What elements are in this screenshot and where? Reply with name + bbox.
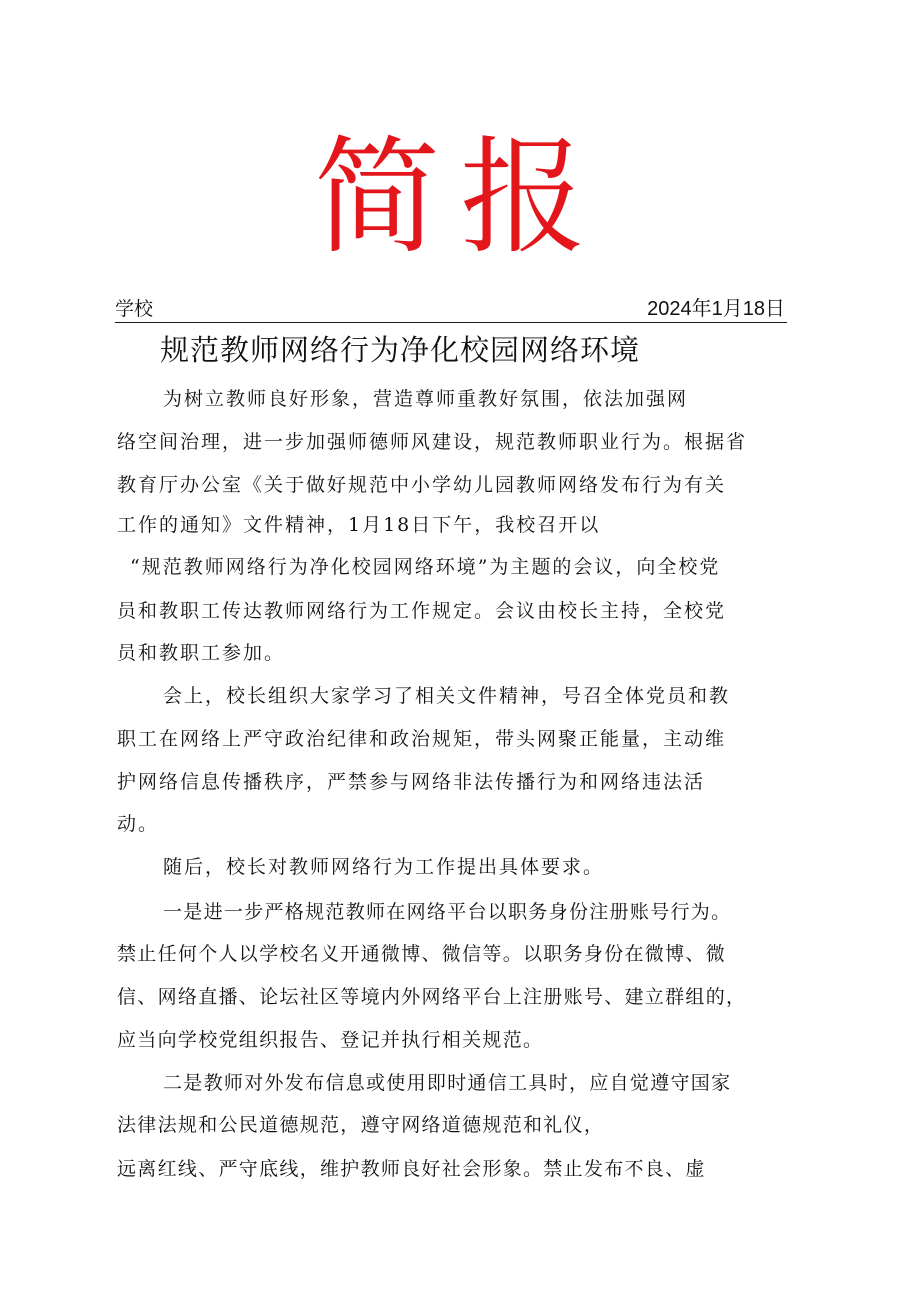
masthead-title: 简报 <box>314 124 606 271</box>
paragraph-line: 络空间治理，进一步加强师德师风建设，规范教师职业行为。根据省 <box>117 431 748 453</box>
paragraph-line: 员和教职工传达教师网络行为工作规定。会议由校长主持，全校党 <box>117 600 727 622</box>
paragraph-line: 应当向学校党组织报告、登记并执行相关规范。 <box>117 1029 544 1051</box>
paragraph-line: 远离红线、严守底线，维护教师良好社会形象。禁止发布不良、虚 <box>117 1158 706 1180</box>
paragraph-line: 为树立教师良好形象，营造尊师重教好氛围，依法加强网 <box>163 388 689 410</box>
article-title: 规范教师网络行为净化校园网络环境 <box>160 333 641 367</box>
paragraph-line: 动。 <box>117 813 160 835</box>
school-name: 学校 <box>115 298 154 320</box>
paragraph-line: 信、网络直播、论坛社区等境内外网络平台上注册账号、建立群组的， <box>117 986 747 1008</box>
paragraph-line: 一是进一步严格规范教师在网络平台以职务身份注册账号行为。 <box>163 901 732 923</box>
paragraph-line: 会上，校长组织大家学习了相关文件精神，号召全体党员和教 <box>163 685 731 707</box>
paragraph-line: 二是教师对外发布信息或使用即时通信工具时，应自觉遵守国家 <box>163 1072 732 1094</box>
paragraph-line: 职工在网络上严守政治纪律和政治规矩，带头网聚正能量，主动维 <box>117 728 727 750</box>
paragraph-line: 护网络信息传播秩序，严禁参与网络非法传播行为和网络违法活 <box>117 771 706 793</box>
paragraph-line: 禁止任何个人以学校名义开通微博、微信等。以职务身份在微博、微 <box>117 943 727 965</box>
paragraph-line: “规范教师网络行为净化校园网络环境”为主题的会议，向全校党 <box>130 556 721 578</box>
paragraph-line: 随后，校长对教师网络行为工作提出具体要求。 <box>163 856 605 878</box>
paragraph-line: 教育厅办公室《关于做好规范中小学幼儿园教师网络发布行为有关 <box>117 474 727 496</box>
paragraph-line: 法律法规和公民道德规范，遵守网络道德规范和礼仪， <box>117 1114 605 1136</box>
issue-date: 2024年1月18日 <box>647 298 785 320</box>
paragraph-line: 员和教职工参加。 <box>117 642 286 664</box>
paragraph-line: 工作的通知》文件精神，1月18日下午，我校召开以 <box>117 514 601 536</box>
